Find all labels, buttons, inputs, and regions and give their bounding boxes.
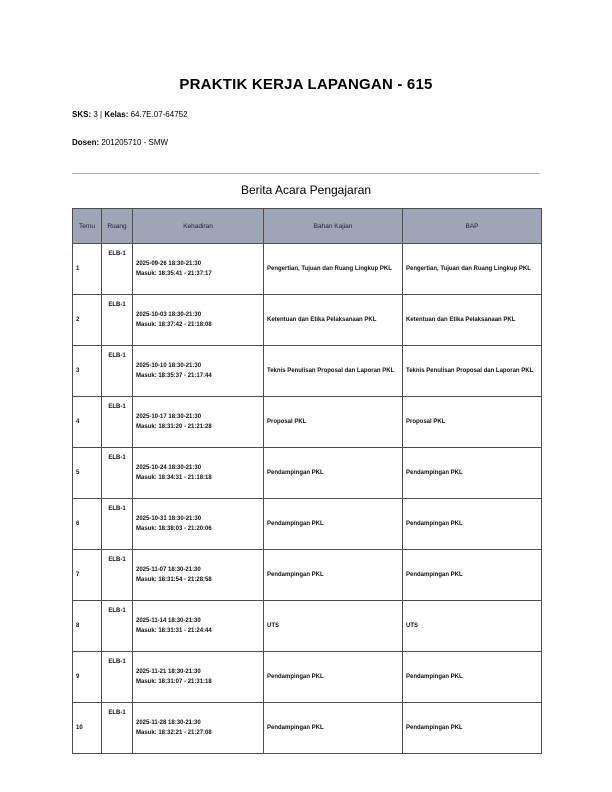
temu-cell: 2 <box>73 295 102 346</box>
bap-cell <box>403 550 542 601</box>
ruang-cell: ELB-1 <box>102 295 133 346</box>
temu-cell: 9 <box>73 652 102 703</box>
bahan-kajian-text: Proposal PKL <box>267 419 307 425</box>
attendance-time: Masuk: 18:31:31 - 21:24:44 <box>136 628 212 634</box>
ruang-cell: ELB-1 <box>102 244 133 295</box>
bap-cell <box>403 703 542 754</box>
bahan-kajian-text: Pendampingan PKL <box>267 521 324 527</box>
temu-cell: 3 <box>73 346 102 397</box>
bahan-kajian-cell <box>264 448 403 499</box>
temu-cell: 4 <box>73 397 102 448</box>
kehadiran-cell <box>133 397 264 448</box>
bap-text: Proposal PKL <box>406 419 446 425</box>
table-row <box>73 499 542 550</box>
schedule-time: 2025-11-21 18:30-21:30 <box>136 669 201 675</box>
ruang-cell: ELB-1 <box>102 397 133 448</box>
temu-cell: 8 <box>73 601 102 652</box>
temu-cell: 6 <box>73 499 102 550</box>
bap-text: Pendampingan PKL <box>406 674 463 680</box>
page-title: PRAKTIK KERJA LAPANGAN - 615 <box>179 76 433 93</box>
bap-cell <box>403 448 542 499</box>
course-meta <box>72 110 188 119</box>
attendance-time: Masuk: 18:31:20 - 21:21:28 <box>136 424 212 430</box>
table-body <box>73 244 542 754</box>
kelas-label: Kelas: <box>104 110 129 119</box>
bahan-kajian-cell <box>264 397 403 448</box>
schedule-time: 2025-10-24 18:30-21:30 <box>136 465 202 471</box>
bahan-kajian-text: UTS <box>267 623 279 629</box>
kehadiran-cell <box>133 550 264 601</box>
table-row <box>73 601 542 652</box>
bahan-kajian-cell <box>264 652 403 703</box>
col-ruang: Ruang <box>102 209 133 244</box>
bahan-kajian-text: Ketentuan dan Etika Pelaksanaan PKL <box>267 317 377 323</box>
col-bap: BAP <box>403 209 542 244</box>
kehadiran-cell <box>133 499 264 550</box>
bap-text: Ketentuan dan Etika Pelaksanaan PKL <box>406 317 516 323</box>
sks-label: SKS: <box>72 110 92 119</box>
bahan-kajian-cell <box>264 346 403 397</box>
kehadiran-cell <box>133 601 264 652</box>
bap-cell <box>403 652 542 703</box>
bahan-kajian-cell <box>264 601 403 652</box>
table-row <box>73 346 542 397</box>
table-header-row <box>73 209 542 244</box>
schedule-time: 2025-10-10 18:30-21:30 <box>136 363 202 369</box>
kelas-value: 64.7E.07-64752 <box>130 110 188 119</box>
table-row <box>73 244 542 295</box>
bahan-kajian-cell <box>264 244 403 295</box>
bap-text: Teknis Penulisan Proposal dan Laporan PKL <box>406 368 534 374</box>
bap-cell <box>403 244 542 295</box>
attendance-time: Masuk: 18:35:37 - 21:17:44 <box>136 373 212 379</box>
bap-text: Pendampingan PKL <box>406 521 463 527</box>
bahan-kajian-cell <box>264 295 403 346</box>
attendance-time: Masuk: 18:35:41 - 21:37:17 <box>136 271 212 277</box>
attendance-time: Masuk: 18:37:42 - 21:18:08 <box>136 322 212 328</box>
schedule-time: 2025-09-26 18:30-21:30 <box>136 261 202 267</box>
kehadiran-cell <box>133 703 264 754</box>
kehadiran-cell <box>133 244 264 295</box>
table-row <box>73 550 542 601</box>
temu-cell: 10 <box>73 703 102 754</box>
table-row <box>73 448 542 499</box>
schedule-time: 2025-10-03 18:30-21:30 <box>136 312 202 318</box>
attendance-time: Masuk: 18:31:54 - 21:28:58 <box>136 577 212 583</box>
dosen-value: 201205710 - SMW <box>101 138 169 147</box>
kehadiran-cell <box>133 295 264 346</box>
dosen-label: Dosen: <box>72 138 100 147</box>
ruang-cell: ELB-1 <box>102 652 133 703</box>
bap-cell <box>403 499 542 550</box>
schedule-time: 2025-10-31 18:30-21:30 <box>136 516 202 522</box>
bap-cell <box>403 346 542 397</box>
bahan-kajian-text: Pendampingan PKL <box>267 674 324 680</box>
ruang-cell: ELB-1 <box>102 448 133 499</box>
table-row <box>73 397 542 448</box>
schedule-time: 2025-11-07 18:30-21:30 <box>136 567 201 573</box>
col-temu: Temu <box>73 209 102 244</box>
bap-text: Pengertian, Tujuan dan Ruang Lingkup PKL <box>406 266 531 272</box>
divider <box>72 173 540 174</box>
lecturer-meta <box>72 138 168 147</box>
bahan-kajian-text: Teknis Penulisan Proposal dan Laporan PKL <box>267 368 395 374</box>
schedule-time: 2025-10-17 18:30-21:30 <box>136 414 202 420</box>
teaching-log-table <box>72 208 542 754</box>
bahan-kajian-text: Pendampingan PKL <box>267 470 324 476</box>
ruang-cell: ELB-1 <box>102 499 133 550</box>
bap-text: Pendampingan PKL <box>406 572 463 578</box>
col-kehadiran: Kehadiran <box>133 209 264 244</box>
attendance-time: Masuk: 18:31:07 - 21:31:18 <box>136 679 212 685</box>
kehadiran-cell <box>133 652 264 703</box>
bap-text: Pendampingan PKL <box>406 725 463 731</box>
bahan-kajian-text: Pengertian, Tujuan dan Ruang Lingkup PKL <box>267 266 392 272</box>
table-row <box>73 652 542 703</box>
ruang-cell: ELB-1 <box>102 346 133 397</box>
meta-separator: | <box>100 110 103 119</box>
kehadiran-cell <box>133 346 264 397</box>
attendance-time: Masuk: 18:34:31 - 21:18:18 <box>136 475 212 481</box>
bap-cell <box>403 397 542 448</box>
attendance-time: Masuk: 18:32:21 - 21:27:08 <box>136 730 212 736</box>
table-row <box>73 295 542 346</box>
bap-cell <box>403 601 542 652</box>
kehadiran-cell <box>133 448 264 499</box>
bap-text: UTS <box>406 623 418 629</box>
temu-cell: 7 <box>73 550 102 601</box>
bahan-kajian-cell <box>264 499 403 550</box>
temu-cell: 1 <box>73 244 102 295</box>
col-bahan-kajian: Bahan Kajian <box>264 209 403 244</box>
section-title: Berita Acara Pengajaran <box>240 183 372 197</box>
bahan-kajian-cell <box>264 703 403 754</box>
schedule-time: 2025-11-28 18:30-21:30 <box>136 720 201 726</box>
bahan-kajian-text: Pendampingan PKL <box>267 572 324 578</box>
ruang-cell: ELB-1 <box>102 550 133 601</box>
ruang-cell: ELB-1 <box>102 601 133 652</box>
temu-cell: 5 <box>73 448 102 499</box>
bahan-kajian-cell <box>264 550 403 601</box>
bahan-kajian-text: Pendampingan PKL <box>267 725 324 731</box>
table-row <box>73 703 542 754</box>
attendance-time: Masuk: 18:38:03 - 21:20:06 <box>136 526 212 532</box>
schedule-time: 2025-11-14 18:30-21:30 <box>136 618 201 624</box>
bap-text: Pendampingan PKL <box>406 470 463 476</box>
bap-cell <box>403 295 542 346</box>
ruang-cell: ELB-1 <box>102 703 133 754</box>
sks-value: 3 <box>93 110 98 119</box>
